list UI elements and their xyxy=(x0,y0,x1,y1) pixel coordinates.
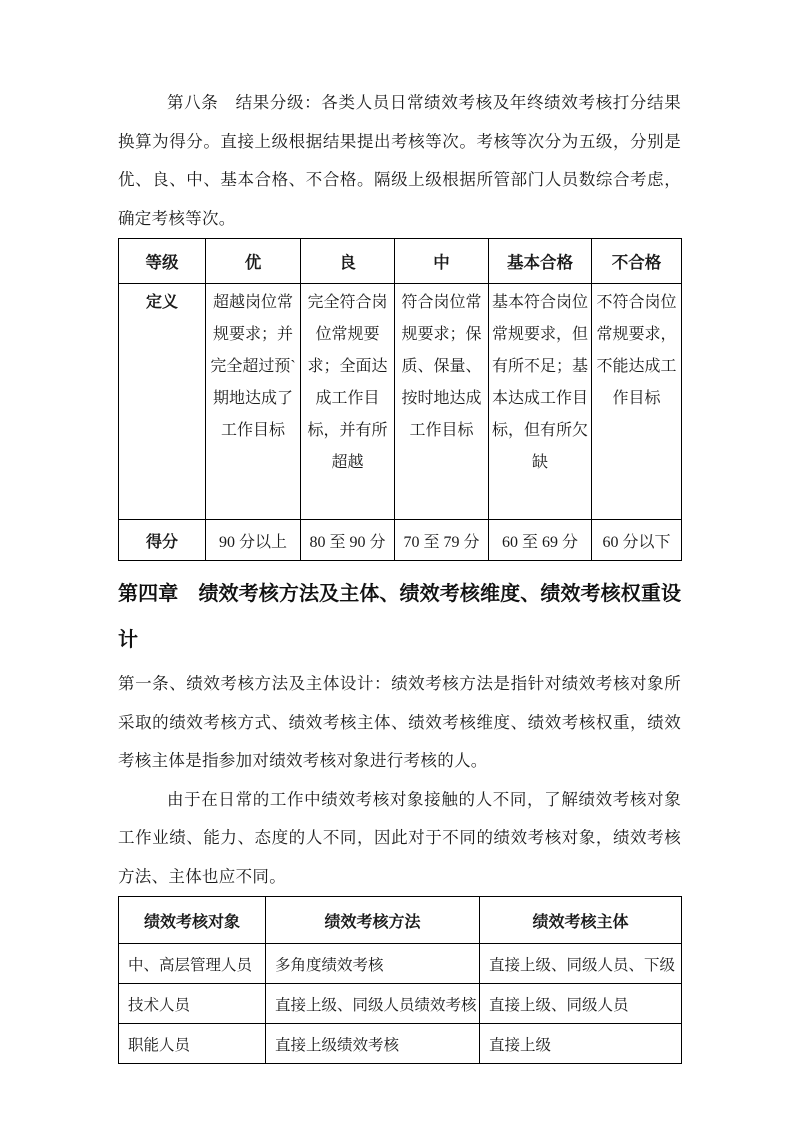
score-cell-unqualified: 60 分以下 xyxy=(592,520,682,561)
definition-cell-basically-qualified: 基本符合岗位常规要求，但有所不足；基本达成工作目标，但有所欠缺 xyxy=(489,284,592,520)
paragraph-article8: 第八条 结果分级：各类人员日常绩效考核及年终绩效考核打分结果换算为得分。直接上级根据结果提出考核等次。考核等次分为五级，分别是优、良、中、基本合格、不合格。隔级上级根据所管部门人员数综合考虑，确定考核等次。 xyxy=(118,93,681,228)
method-table-cell: 直接上级、同级人员 xyxy=(480,984,682,1024)
document-content xyxy=(118,84,681,1064)
method-table-header-row xyxy=(119,897,682,944)
score-cell-good: 80 至 90 分 xyxy=(301,520,395,561)
method-table-header-cell: 绩效考核主体 xyxy=(480,897,682,944)
method-table-cell: 中、高层管理人员 xyxy=(119,944,266,984)
definition-cell-average: 符合岗位常规要求；保质、保量、按时地达成工作目标 xyxy=(395,284,489,520)
paragraph-article1: 第一条、绩效考核方法及主体设计：绩效考核方法是指针对绩效考核对象所采取的绩效考核方式、绩效考核主体、绩效考核维度、绩效考核权重，绩效考核主体是指参加对绩效考核对象进行考核的人。 xyxy=(118,674,681,770)
method-table-cell: 多角度绩效考核 xyxy=(266,944,480,984)
grade-table-header-cell: 不合格 xyxy=(592,239,682,284)
grade-table-score-row xyxy=(119,520,682,561)
method-table-row-functional xyxy=(119,1024,682,1064)
method-table-header-cell: 绩效考核对象 xyxy=(119,897,266,944)
definition-cell-excellent: 超越岗位常规要求；并完全超过预`期地达成了工作目标 xyxy=(206,284,301,520)
definition-cell-good: 完全符合岗位常规要求；全面达成工作目标，并有所超越 xyxy=(301,284,395,520)
grade-table-header-cell: 中 xyxy=(395,239,489,284)
score-cell-excellent: 90 分以上 xyxy=(206,520,301,561)
definition-row-label: 定义 xyxy=(119,284,206,520)
method-table-row-technical xyxy=(119,984,682,1024)
grade-table-definition-row xyxy=(119,284,682,520)
grade-table-header-cell: 优 xyxy=(206,239,301,284)
grade-table-header-cell: 基本合格 xyxy=(489,239,592,284)
method-table-row-managers xyxy=(119,944,682,984)
method-table-cell: 职能人员 xyxy=(119,1024,266,1064)
chapter-heading: 第四章 绩效考核方法及主体、绩效考核维度、绩效考核权重设计 xyxy=(118,583,681,651)
method-table-cell: 技术人员 xyxy=(119,984,266,1024)
paragraph-rationale: 由于在日常的工作中绩效考核对象接触的人不同，了解绩效考核对象工作业绩、能力、态度的人不同，因此对于不同的绩效考核对象，绩效考核方法、主体也应不同。 xyxy=(118,789,681,886)
method-table xyxy=(118,896,682,1064)
method-table-cell: 直接上级 xyxy=(480,1024,682,1064)
definition-cell-unqualified: 不符合岗位常规要求，不能达成工作目标 xyxy=(592,284,682,520)
grade-table-header-cell: 良 xyxy=(301,239,395,284)
grade-table xyxy=(118,238,682,561)
method-table-cell: 直接上级绩效考核 xyxy=(266,1024,480,1064)
method-table-cell: 直接上级、同级人员、下级 xyxy=(480,944,682,984)
grade-table-header-row xyxy=(119,239,682,284)
method-table-cell: 直接上级、同级人员绩效考核 xyxy=(266,984,480,1024)
grade-table-header-cell: 等级 xyxy=(119,239,206,284)
method-table-header-cell: 绩效考核方法 xyxy=(266,897,480,944)
score-row-label: 得分 xyxy=(119,520,206,561)
score-cell-average: 70 至 79 分 xyxy=(395,520,489,561)
score-cell-basically-qualified: 60 至 69 分 xyxy=(489,520,592,561)
